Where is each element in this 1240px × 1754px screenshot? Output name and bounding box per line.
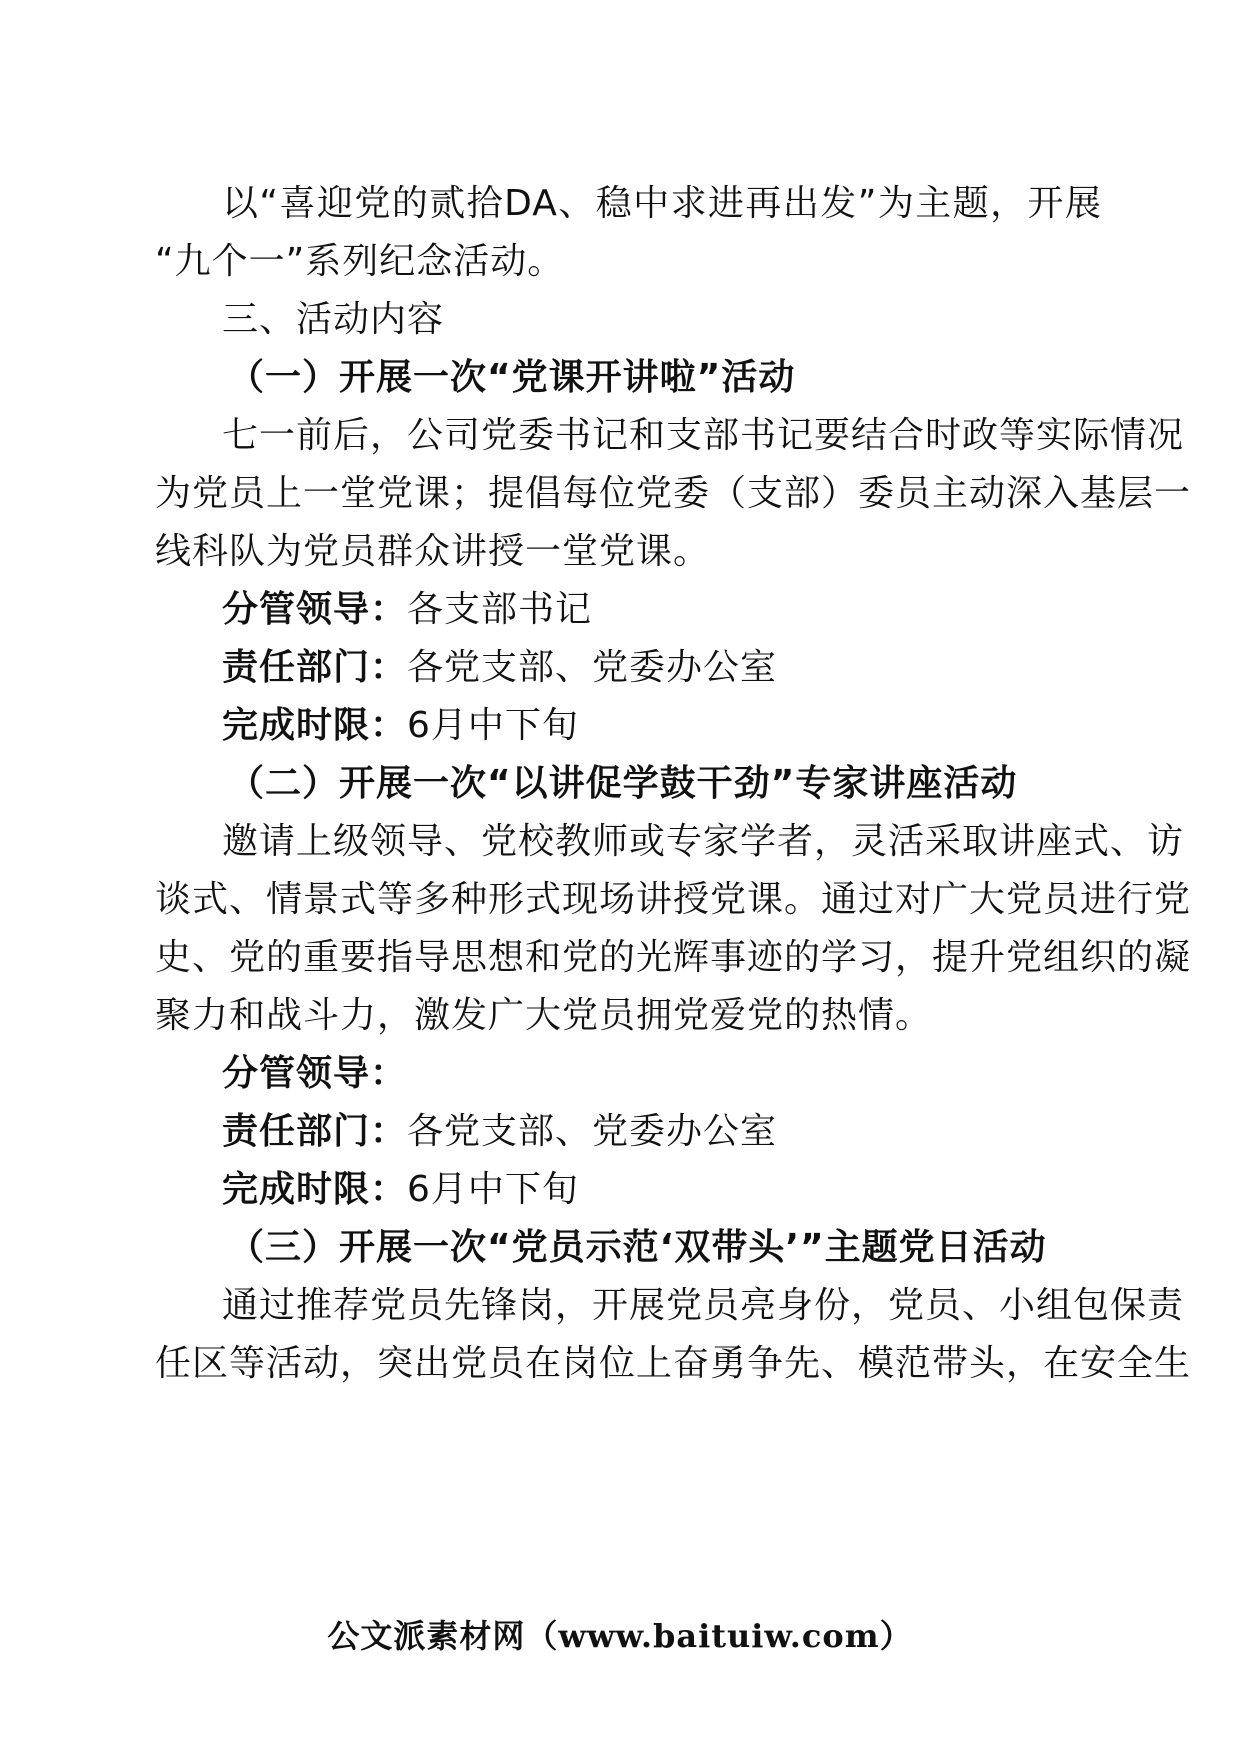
activity-1-dept (222, 644, 1102, 692)
activity-1-heading: （一）开展一次“党课开讲啦”活动 (228, 357, 796, 398)
deadline-value: 6月中下旬 (407, 705, 579, 746)
activity-3-body-line-1: 通过推荐党员先锋岗，开展党员亮身份，党员、小组包保责 (222, 1285, 1185, 1326)
leader-label: 分管领导： (222, 1053, 408, 1094)
activity-2-leader (222, 1050, 1102, 1098)
activity-1-body-line-2: 为党员上一堂党课；提倡每位党委（支部）委员主动深入基层一 (155, 473, 1192, 514)
activity-1-deadline (222, 702, 1102, 750)
activity-2-body-line-2: 谈式、情景式等多种形式现场讲授党课。通过对广大党员进行党 (155, 879, 1192, 920)
activity-1-body-line-3: 线科队为党员群众讲授一堂党课。 (155, 531, 711, 572)
activity-2-dept (222, 1108, 1102, 1156)
section-title: 三、活动内容 (222, 299, 445, 340)
intro-line-2: “九个一”系列纪念活动。 (155, 241, 565, 282)
activity-3-heading: （三）开展一次“党员示范‘双带头’”主题党日活动 (228, 1227, 1047, 1268)
activity-2-body-line-3: 史、党的重要指导思想和党的光辉事迹的学习，提升党组织的凝 (155, 937, 1192, 978)
dept-value: 各党支部、党委办公室 (407, 1111, 778, 1152)
dept-label: 责任部门： (222, 647, 408, 688)
deadline-label: 完成时限： (222, 1169, 408, 1210)
deadline-label: 完成时限： (222, 705, 408, 746)
activity-2-deadline (222, 1166, 1102, 1214)
activity-3-body-line-2: 任区等活动，突出党员在岗位上奋勇争先、模范带头，在安全生 (155, 1343, 1192, 1384)
deadline-value: 6月中下旬 (407, 1169, 579, 1210)
activity-1-leader (222, 586, 1102, 634)
activity-2-body-line-1: 邀请上级领导、党校教师或专家学者，灵活采取讲座式、访 (222, 821, 1185, 862)
activity-1-body-line-1: 七一前后，公司党委书记和支部书记要结合时政等实际情况 (222, 415, 1185, 456)
footer-source-link: 公文派素材网（www.baituiw.com） (327, 1617, 913, 1655)
intro-line-1: 以“喜迎党的贰拾DA、稳中求进再出发”为主题，开展 (222, 183, 1102, 224)
activity-2-heading: （二）开展一次“以讲促学鼓干劲”专家讲座活动 (228, 763, 1018, 804)
dept-value: 各党支部、党委办公室 (407, 647, 778, 688)
dept-label: 责任部门： (222, 1111, 408, 1152)
leader-label: 分管领导： (222, 589, 408, 630)
activity-2-body-line-4: 聚力和战斗力，激发广大党员拥党爱党的热情。 (155, 995, 933, 1036)
leader-value: 各支部书记 (407, 589, 593, 630)
